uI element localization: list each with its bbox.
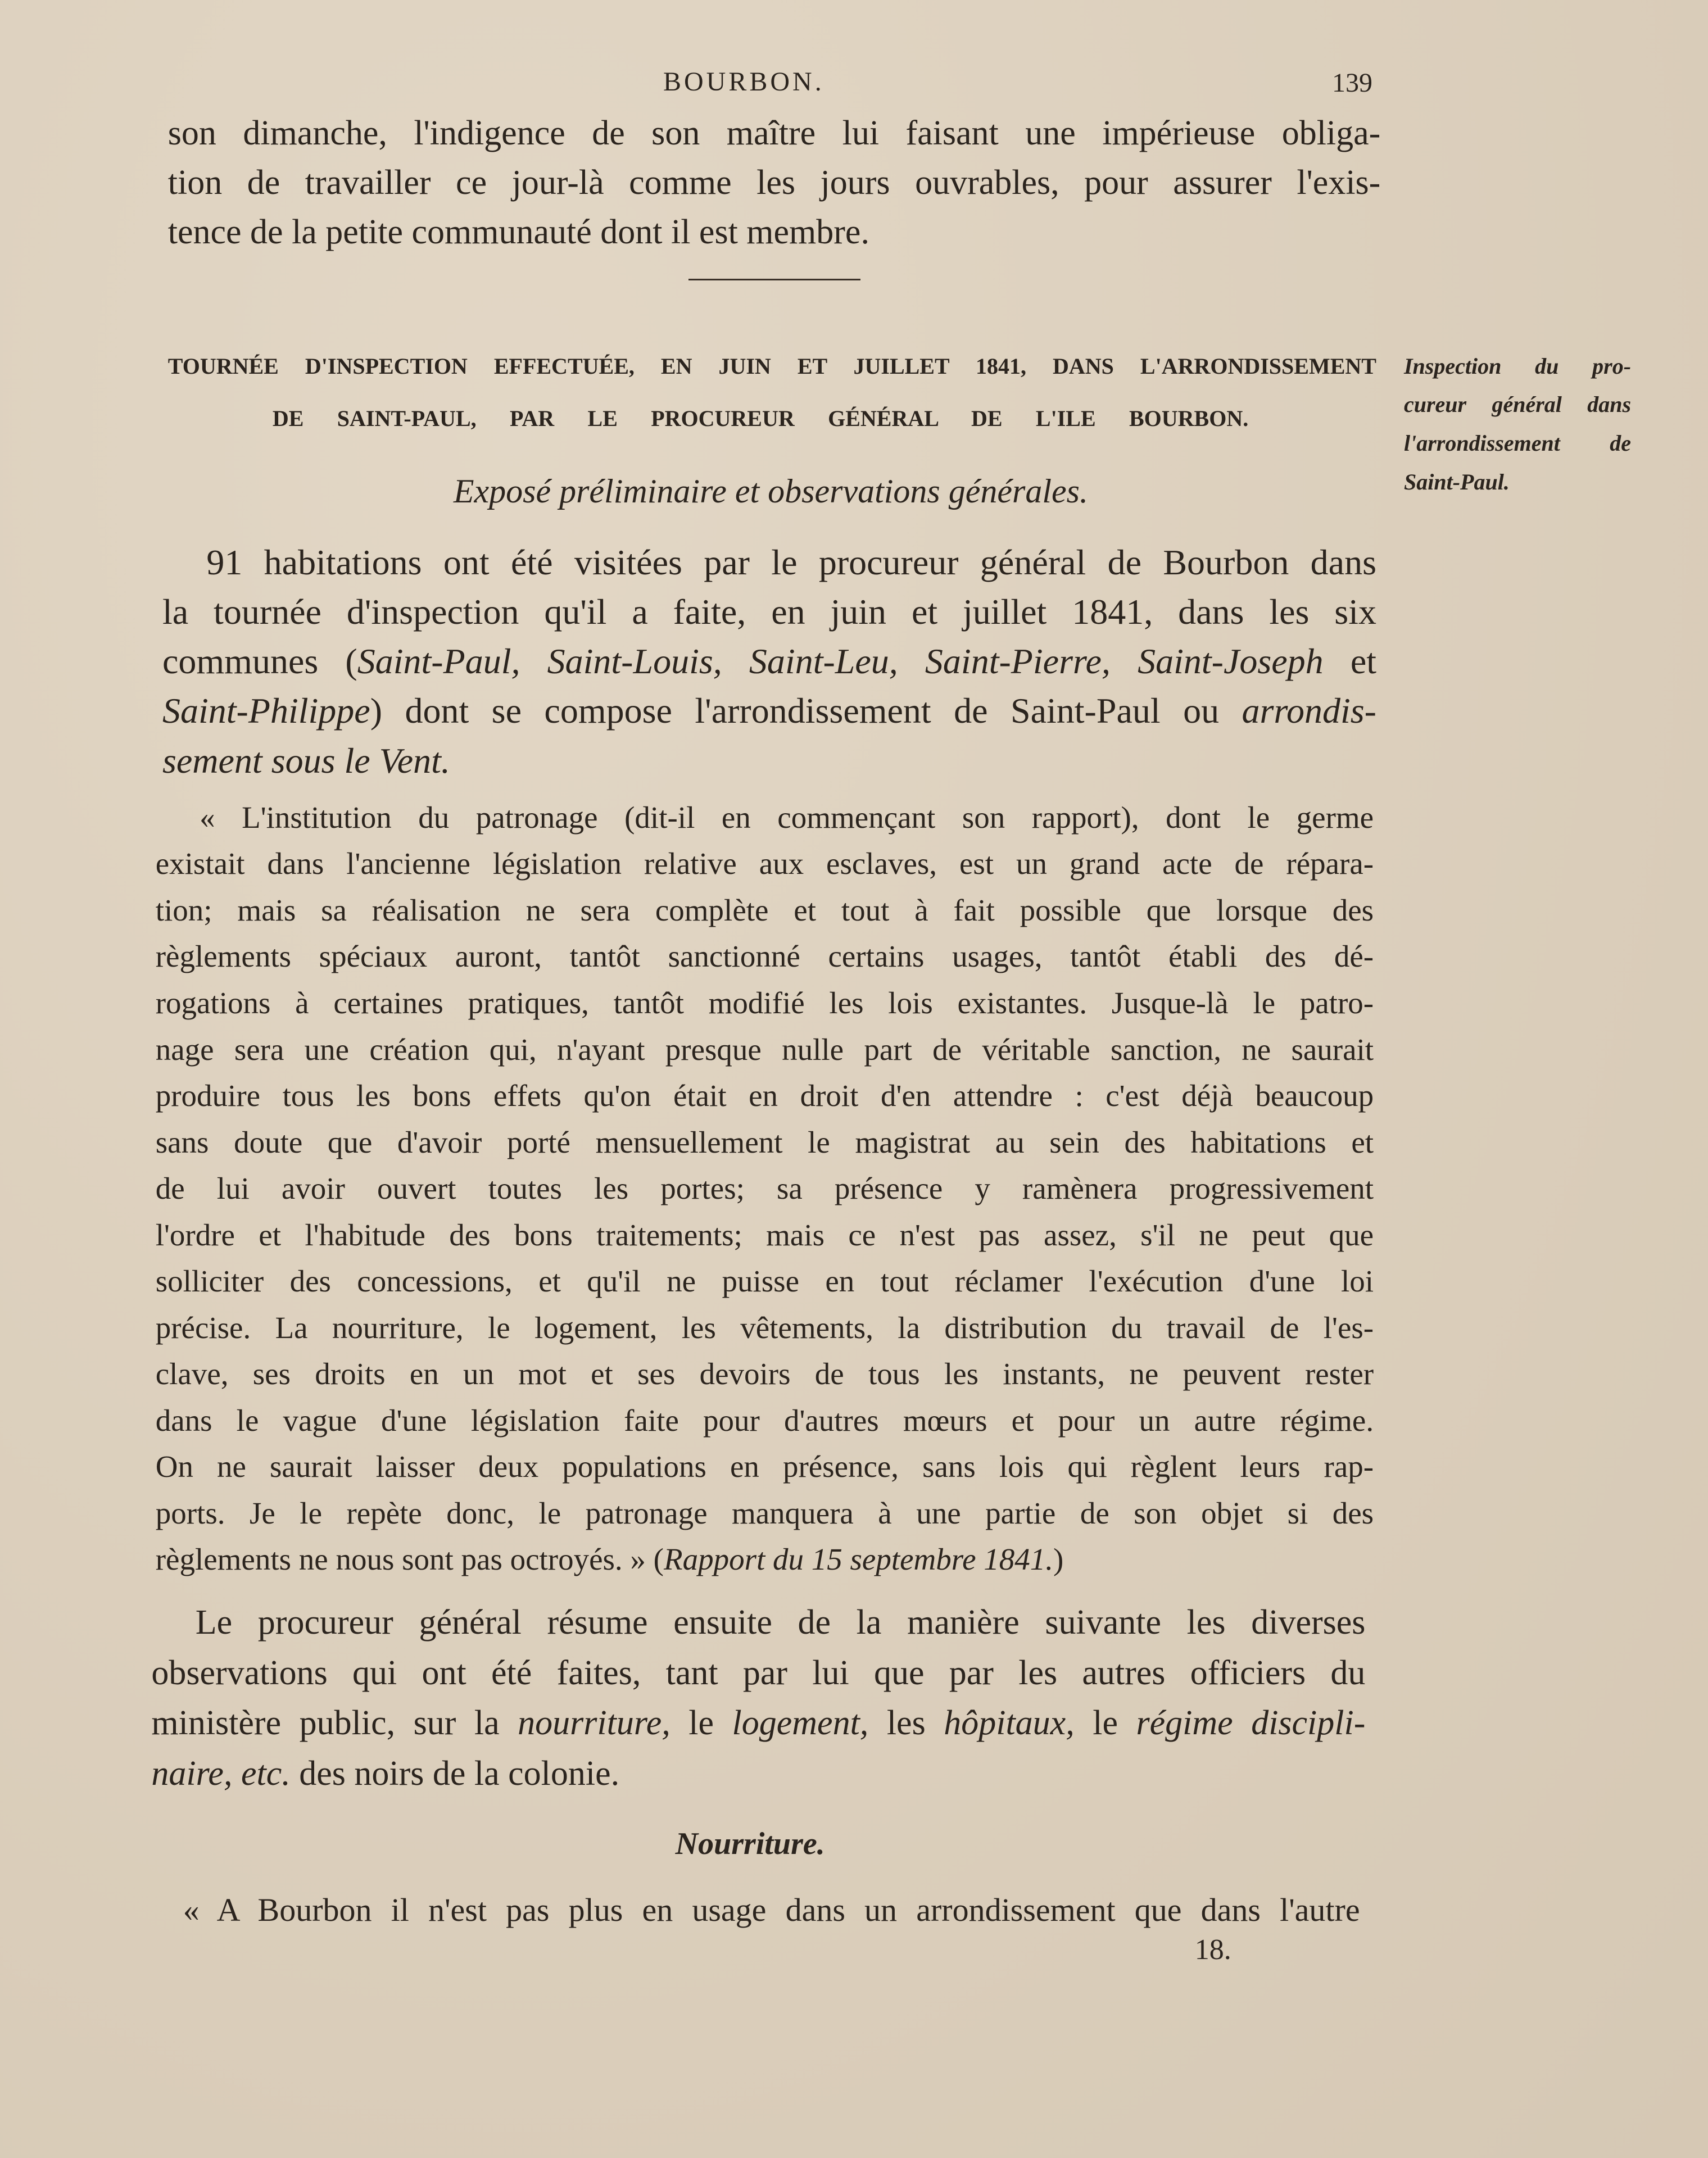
text-line <box>1404 393 1631 416</box>
text-line <box>156 1451 1374 1482</box>
text-line <box>156 1173 1374 1204</box>
roman-text: tion de travailler ce jour-là comme les jours ouvrables, pour assurer l'exis- <box>167 164 1381 202</box>
roman-text: de lui avoir ouvert toutes les portes; sa présence y ramènera progressivement <box>155 1171 1374 1206</box>
text-line <box>196 1605 1366 1640</box>
text-line <box>168 355 1376 378</box>
italic-text: naire, etc. <box>151 1754 291 1793</box>
roman-text: clave, ses droits en un mot et ses devoirs de tous les instants, ne peuvent rester <box>155 1357 1374 1391</box>
text-line <box>156 1312 1374 1343</box>
section-divider <box>688 279 860 280</box>
roman-text: des noirs de la colonie. <box>290 1754 620 1793</box>
roman-text: « A Bourbon il n'est pas plus en usage dans un arrondissement que dans l'autre <box>183 1891 1360 1928</box>
roman-text: le <box>1074 1704 1136 1743</box>
text-line <box>1404 471 1631 493</box>
roman-text: ) dont se compose l'arrondissement de Saint-Paul ou <box>370 691 1242 731</box>
italic-text: Rapport du 15 septembre 1841. <box>664 1542 1054 1577</box>
italic-text: l'arrondissement de <box>1403 430 1632 456</box>
roman-text: communes ( <box>162 641 357 682</box>
italic-text: Saint-Philippe <box>162 691 370 731</box>
text-line <box>162 594 1376 630</box>
roman-text: existait dans l'ancienne législation relative aux esclaves, est un grand acte de répara- <box>155 846 1374 881</box>
text-line <box>156 941 1374 972</box>
italic-text: Inspection du pro- <box>1403 353 1632 379</box>
roman-text: solliciter des concessions, et qu'il ne puisse en tout réclamer l'exécution d'une loi <box>155 1264 1374 1299</box>
roman-text: tence de la petite communauté dont il est membre. <box>167 213 869 252</box>
text-line <box>156 1127 1374 1158</box>
roman-text: et <box>1323 641 1377 682</box>
italic-text: régime discipli- <box>1136 1704 1366 1743</box>
roman-text: On ne saurait laisser deux populations en présence, sans lois qui règlent leurs rap- <box>155 1449 1374 1484</box>
text-line <box>162 693 1376 729</box>
text-line <box>155 1495 1374 1530</box>
roman-text: ports. Je le repète donc, le patronage manquera à une partie de son objet si des <box>155 1495 1374 1530</box>
italic-text: Exposé préliminaire et observations générales. <box>453 472 1089 510</box>
text-line <box>156 1034 1374 1065</box>
text-line <box>1195 1935 1253 1965</box>
roman-text: 18. <box>1194 1934 1231 1966</box>
text-line <box>156 1405 1374 1436</box>
text-line <box>151 1756 1365 1791</box>
roman-text: règlements spéciaux auront, tantôt sanctionné certains usages, tantôt établi des dé- <box>155 939 1374 974</box>
italic-text: nourriture, <box>518 1704 670 1743</box>
italic-text: Nourriture. <box>675 1826 825 1862</box>
roman-text: produire tous les bons effets qu'on était en droit d'en attendre : c'est déjà beaucoup <box>155 1078 1374 1113</box>
italic-text: hôpitaux, <box>944 1704 1075 1743</box>
roman-text: 91 habitations ont été visitées par le procureur général de Bourbon dans <box>206 542 1376 582</box>
roman-text: règlements ne nous sont pas octroyés. » ( <box>155 1542 664 1577</box>
text-line <box>1404 355 1631 378</box>
roman-text: observations qui ont été faites, tant par lui que par les autres officiers du <box>151 1653 1366 1692</box>
text-line <box>156 848 1374 879</box>
roman-text: le <box>670 1704 732 1743</box>
roman-text: DE SAINT-PAUL, PAR LE PROCUREUR GÉNÉRAL DE L'ILE BOURBON. <box>272 405 1249 431</box>
running-title: BOURBON. <box>663 67 824 97</box>
text-line <box>183 1891 1360 1928</box>
page-number: 139 <box>1332 68 1372 98</box>
roman-text: sans doute que d'avoir porté mensuellement le magistrat au sein des habitations et <box>155 1125 1374 1159</box>
italic-text: sement sous le Vent. <box>162 740 450 781</box>
italic-text: cureur général dans <box>1403 392 1632 418</box>
roman-text: les <box>868 1704 944 1743</box>
text-line <box>162 740 1376 781</box>
text-line <box>168 116 1381 151</box>
text-line <box>273 407 1248 430</box>
text-line <box>155 892 1374 927</box>
roman-text: rogations à certaines pratiques, tantôt modifié les lois existantes. Jusque-là le patro- <box>155 986 1374 1021</box>
italic-text: logement, <box>732 1704 869 1743</box>
roman-text: « L'institution du patronage (dit-il en commençant son rapport), dont le germe <box>200 800 1374 835</box>
roman-text: dans le vague d'une législation faite pour d'autres mœurs et pour un autre régime. <box>155 1403 1374 1438</box>
italic-text: Saint-Paul. <box>1403 469 1510 495</box>
text-line <box>162 641 1377 682</box>
roman-text: la tournée d'inspection qu'il a faite, en juin et juillet 1841, dans les six <box>162 592 1376 632</box>
roman-text: ) <box>1053 1542 1064 1577</box>
italic-text: Saint-Paul, Saint-Louis, Saint-Leu, Saint-Pierre, Saint-Joseph <box>357 641 1324 682</box>
roman-text: précise. La nourriture, le logement, les vêtements, la distribution du travail de l'es- <box>155 1310 1374 1345</box>
text-line <box>413 474 1129 508</box>
text-line <box>168 215 1381 250</box>
roman-text: tion; mais sa réalisation ne sera complète et tout à fait possible que lorsque des <box>155 892 1374 927</box>
text-line <box>156 1219 1374 1250</box>
text-line <box>206 542 1376 582</box>
roman-text: nage sera une création qui, n'ayant presque nulle part de véritable sanction, ne saurait <box>155 1032 1374 1067</box>
text-line <box>168 165 1381 200</box>
text-line <box>1404 432 1631 455</box>
roman-text: ministère public, sur la <box>151 1704 518 1743</box>
roman-text: Le procureur général résume ensuite de la manière suivante les diverses <box>195 1603 1366 1642</box>
text-line <box>156 1358 1374 1389</box>
text-line <box>155 1264 1374 1299</box>
text-line <box>200 802 1374 833</box>
text-line <box>151 1653 1366 1692</box>
italic-text: arrondis- <box>1242 691 1376 731</box>
text-line <box>156 1544 1374 1575</box>
roman-text: son dimanche, l'indigence de son maître lui faisant une impérieuse obliga- <box>167 114 1381 152</box>
text-line <box>551 1828 950 1860</box>
text-line <box>151 1704 1366 1743</box>
text-line <box>155 986 1374 1021</box>
roman-text: TOURNÉE D'INSPECTION EFFECTUÉE, EN JUIN ET JUILLET 1841, DANS L'ARRONDISSEMENT <box>167 353 1376 379</box>
roman-text: l'ordre et l'habitude des bons traitements; mais ce n'est pas assez, s'il ne peut que <box>155 1217 1374 1252</box>
text-line <box>156 1080 1374 1111</box>
